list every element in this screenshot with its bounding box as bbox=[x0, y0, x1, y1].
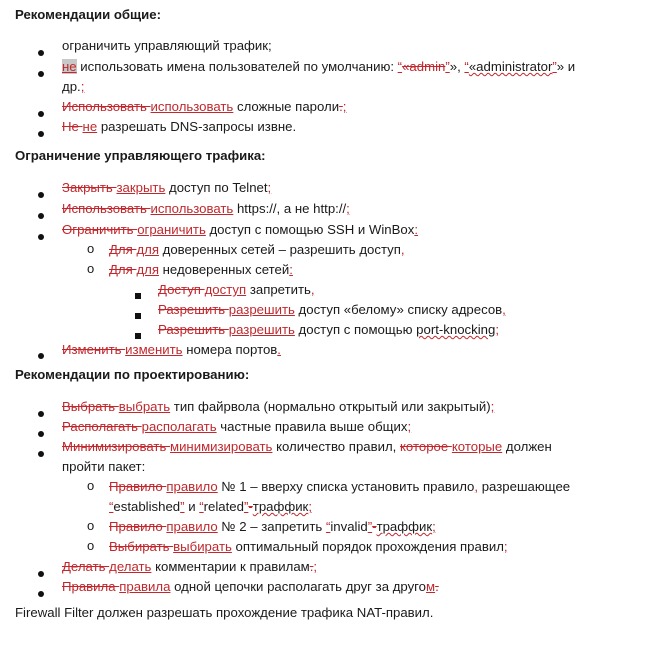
list-item bbox=[62, 201, 350, 216]
inserted-text: для bbox=[136, 262, 159, 277]
item-text: доступ по Telnet bbox=[165, 180, 268, 195]
list-item-continuation bbox=[62, 79, 84, 94]
deleted-text: . bbox=[435, 579, 439, 594]
inserted-text: : bbox=[289, 262, 293, 277]
deleted-text: . bbox=[339, 99, 343, 114]
deleted-text: Правила bbox=[62, 579, 120, 594]
item-text: сложные пароли bbox=[233, 99, 340, 114]
circle-bullet-icon: o bbox=[87, 261, 95, 276]
inserted-text: не bbox=[82, 119, 98, 134]
heading-general: Рекомендации общие: bbox=[15, 7, 162, 22]
deleted-text: - bbox=[372, 519, 377, 534]
heading-management-traffic: Ограничение управляющего трафика: bbox=[15, 148, 266, 163]
deleted-text: Для bbox=[109, 242, 137, 257]
bullet-icon bbox=[38, 405, 44, 420]
bullet-icon bbox=[38, 347, 44, 362]
inserted-text: ; bbox=[80, 79, 85, 94]
list-item bbox=[109, 242, 405, 257]
inserted-text: ; bbox=[313, 559, 318, 574]
inserted-text: располагать bbox=[141, 419, 217, 434]
bullet-icon bbox=[38, 585, 44, 600]
deleted-text: Ограничить bbox=[62, 222, 138, 237]
inserted-text: “ bbox=[325, 519, 331, 534]
deleted-text: Использовать bbox=[62, 201, 151, 216]
item-text: номера портов bbox=[182, 342, 278, 357]
deleted-text: Располагать bbox=[62, 419, 142, 434]
inserted-text: ограничить bbox=[137, 222, 206, 237]
item-text: комментарии к правилам bbox=[151, 559, 310, 574]
item-text: одной цепочки располагать друг за друго bbox=[170, 579, 427, 594]
item-text: частные правила выше общих bbox=[216, 419, 408, 434]
inserted-text: , bbox=[502, 302, 506, 317]
list-item bbox=[62, 180, 271, 195]
inserted-text: использовать bbox=[150, 201, 234, 216]
list-item bbox=[109, 262, 293, 277]
bullet-icon bbox=[38, 445, 44, 460]
inserted-text: для bbox=[136, 242, 159, 257]
inserted-text: . bbox=[277, 342, 281, 357]
square-bullet-icon bbox=[135, 307, 141, 322]
list-item bbox=[62, 439, 552, 454]
item-text: оптимальный порядок прохождения правил bbox=[231, 539, 504, 554]
inserted-text: ” bbox=[180, 499, 185, 514]
inserted-text: ; bbox=[490, 399, 495, 414]
item-text: доступ с помощью bbox=[294, 322, 417, 337]
bullet-icon bbox=[38, 65, 44, 80]
item-text: траффик bbox=[376, 519, 433, 534]
deleted-text: - bbox=[248, 499, 253, 514]
square-bullet-icon bbox=[135, 327, 141, 342]
item-text: «administrator bbox=[468, 59, 553, 74]
deleted-text: Для bbox=[109, 262, 137, 277]
bullet-icon bbox=[38, 565, 44, 580]
item-text: » и bbox=[556, 59, 576, 74]
list-item bbox=[62, 559, 317, 574]
item-text: траффик bbox=[252, 499, 309, 514]
inserted-text: ; bbox=[267, 180, 272, 195]
deleted-text: Правило bbox=[109, 479, 167, 494]
list-item bbox=[158, 282, 315, 297]
item-text: доступ с помощью SSH и WinBox bbox=[205, 222, 415, 237]
inserted-text: правило bbox=[166, 479, 218, 494]
item-text: пройти пакет: bbox=[62, 459, 146, 474]
deleted-text: Изменить bbox=[62, 342, 126, 357]
circle-bullet-icon: o bbox=[87, 478, 95, 493]
inserted-text: , bbox=[474, 479, 479, 494]
deleted-text: Разрешить bbox=[158, 302, 229, 317]
inserted-text: разрешить bbox=[228, 302, 295, 317]
list-item bbox=[62, 119, 296, 134]
list-item-continuation bbox=[62, 459, 145, 474]
bullet-icon bbox=[38, 44, 44, 59]
deleted-text: . bbox=[309, 559, 314, 574]
inserted-text: ; bbox=[495, 322, 500, 337]
deleted-text: «admin bbox=[402, 59, 446, 74]
item-text: тип файрвола (нормально открытый или закрытый) bbox=[170, 399, 491, 414]
list-item bbox=[109, 519, 436, 534]
inserted-text: ” bbox=[243, 499, 249, 514]
item-text: и bbox=[184, 499, 200, 514]
list-item bbox=[158, 322, 499, 337]
bullet-icon bbox=[38, 186, 44, 201]
list-item bbox=[62, 99, 346, 114]
deleted-text: Закрыть bbox=[62, 180, 117, 195]
item-text: ограничить управляющий трафик; bbox=[62, 38, 272, 53]
inserted-text: правило bbox=[166, 519, 218, 534]
deleted-text: которое bbox=[400, 439, 452, 454]
item-text: invalid bbox=[330, 519, 368, 534]
bullet-icon bbox=[38, 125, 44, 140]
circle-bullet-icon: o bbox=[87, 538, 95, 553]
inserted-text: “ bbox=[397, 59, 403, 74]
deleted-text: Правило bbox=[109, 519, 167, 534]
inserted-text: выбирать bbox=[173, 539, 232, 554]
inserted-text: ; bbox=[407, 419, 412, 434]
inserted-text: выбрать bbox=[118, 399, 171, 414]
inserted-text: закрыть bbox=[116, 180, 166, 195]
inserted-text: ” bbox=[367, 519, 373, 534]
deleted-text: Делать bbox=[62, 559, 110, 574]
inserted-text: правила bbox=[119, 579, 171, 594]
list-item bbox=[62, 59, 575, 74]
item-text: established bbox=[113, 499, 181, 514]
item-text: related bbox=[203, 499, 244, 514]
item-text: использовать имена пользователей по умолчанию: bbox=[76, 59, 398, 74]
item-text: port-knocking bbox=[416, 322, 496, 337]
inserted-text: ; bbox=[308, 499, 312, 514]
list-item bbox=[62, 419, 411, 434]
bullet-icon bbox=[38, 207, 44, 222]
inserted-text: которые bbox=[451, 439, 503, 454]
item-text: недоверенных сетей bbox=[158, 262, 290, 277]
inserted-text: доступ bbox=[204, 282, 247, 297]
list-item bbox=[62, 38, 272, 53]
list-item bbox=[62, 222, 418, 237]
inserted-text: ” bbox=[552, 59, 557, 74]
inserted-text: : bbox=[414, 222, 419, 237]
inserted-text: изменить bbox=[125, 342, 183, 357]
item-text: доступ «белому» списку адресов bbox=[294, 302, 503, 317]
item-text: доверенных сетей – разрешить доступ bbox=[158, 242, 401, 257]
item-text: разрешать DNS-запросы извне. bbox=[97, 119, 297, 134]
item-text: № 2 – запретить bbox=[217, 519, 326, 534]
item-text: разрешающее bbox=[478, 479, 571, 494]
inserted-text: ; bbox=[346, 201, 350, 216]
list-item bbox=[62, 342, 281, 357]
list-item bbox=[62, 399, 494, 414]
list-item-continuation bbox=[109, 499, 312, 514]
item-text: др. bbox=[62, 79, 81, 94]
bullet-icon bbox=[38, 228, 44, 243]
square-bullet-icon bbox=[135, 287, 141, 302]
list-item bbox=[109, 539, 508, 554]
inserted-text: ; bbox=[342, 99, 347, 114]
inserted-text: , bbox=[310, 282, 315, 297]
inserted-text: разрешить bbox=[228, 322, 295, 337]
deleted-text: Разрешить bbox=[158, 322, 229, 337]
item-text: должен bbox=[502, 439, 552, 454]
list-item bbox=[109, 479, 570, 494]
item-text: », bbox=[449, 59, 465, 74]
closing-paragraph: Firewall Filter должен разрешать прохождение трафика NAT-правил. bbox=[15, 605, 434, 620]
deleted-text: Минимизировать bbox=[62, 439, 170, 454]
inserted-text: ” bbox=[445, 59, 450, 74]
inserted-text: ; bbox=[432, 519, 436, 534]
inserted-text: делать bbox=[109, 559, 152, 574]
list-item bbox=[62, 579, 439, 594]
inserted-text: , bbox=[400, 242, 405, 257]
bullet-icon bbox=[38, 425, 44, 440]
circle-bullet-icon: o bbox=[87, 241, 95, 256]
circle-bullet-icon: o bbox=[87, 518, 95, 533]
list-item bbox=[158, 302, 506, 317]
inserted-text: ; bbox=[503, 539, 508, 554]
deleted-text: Доступ bbox=[158, 282, 205, 297]
deleted-text: Выбрать bbox=[62, 399, 119, 414]
inserted-text: минимизировать bbox=[170, 439, 273, 454]
deleted-text: Выбирать bbox=[109, 539, 174, 554]
item-text: запретить bbox=[246, 282, 311, 297]
item-text: https://, а не http:// bbox=[233, 201, 347, 216]
deleted-text: Использовать bbox=[62, 99, 151, 114]
bullet-icon bbox=[38, 105, 44, 120]
inserted-text: “ bbox=[109, 499, 114, 514]
deleted-text: Не bbox=[62, 119, 83, 134]
inserted-text: использовать bbox=[150, 99, 234, 114]
inserted-text: м bbox=[426, 579, 436, 594]
heading-design: Рекомендации по проектированию: bbox=[15, 367, 250, 382]
item-text: количество правил, bbox=[272, 439, 401, 454]
inserted-text: не bbox=[62, 59, 77, 74]
inserted-text: “ bbox=[199, 499, 204, 514]
inserted-text: “ bbox=[464, 59, 469, 74]
item-text: № 1 – вверху списка установить правило bbox=[217, 479, 475, 494]
